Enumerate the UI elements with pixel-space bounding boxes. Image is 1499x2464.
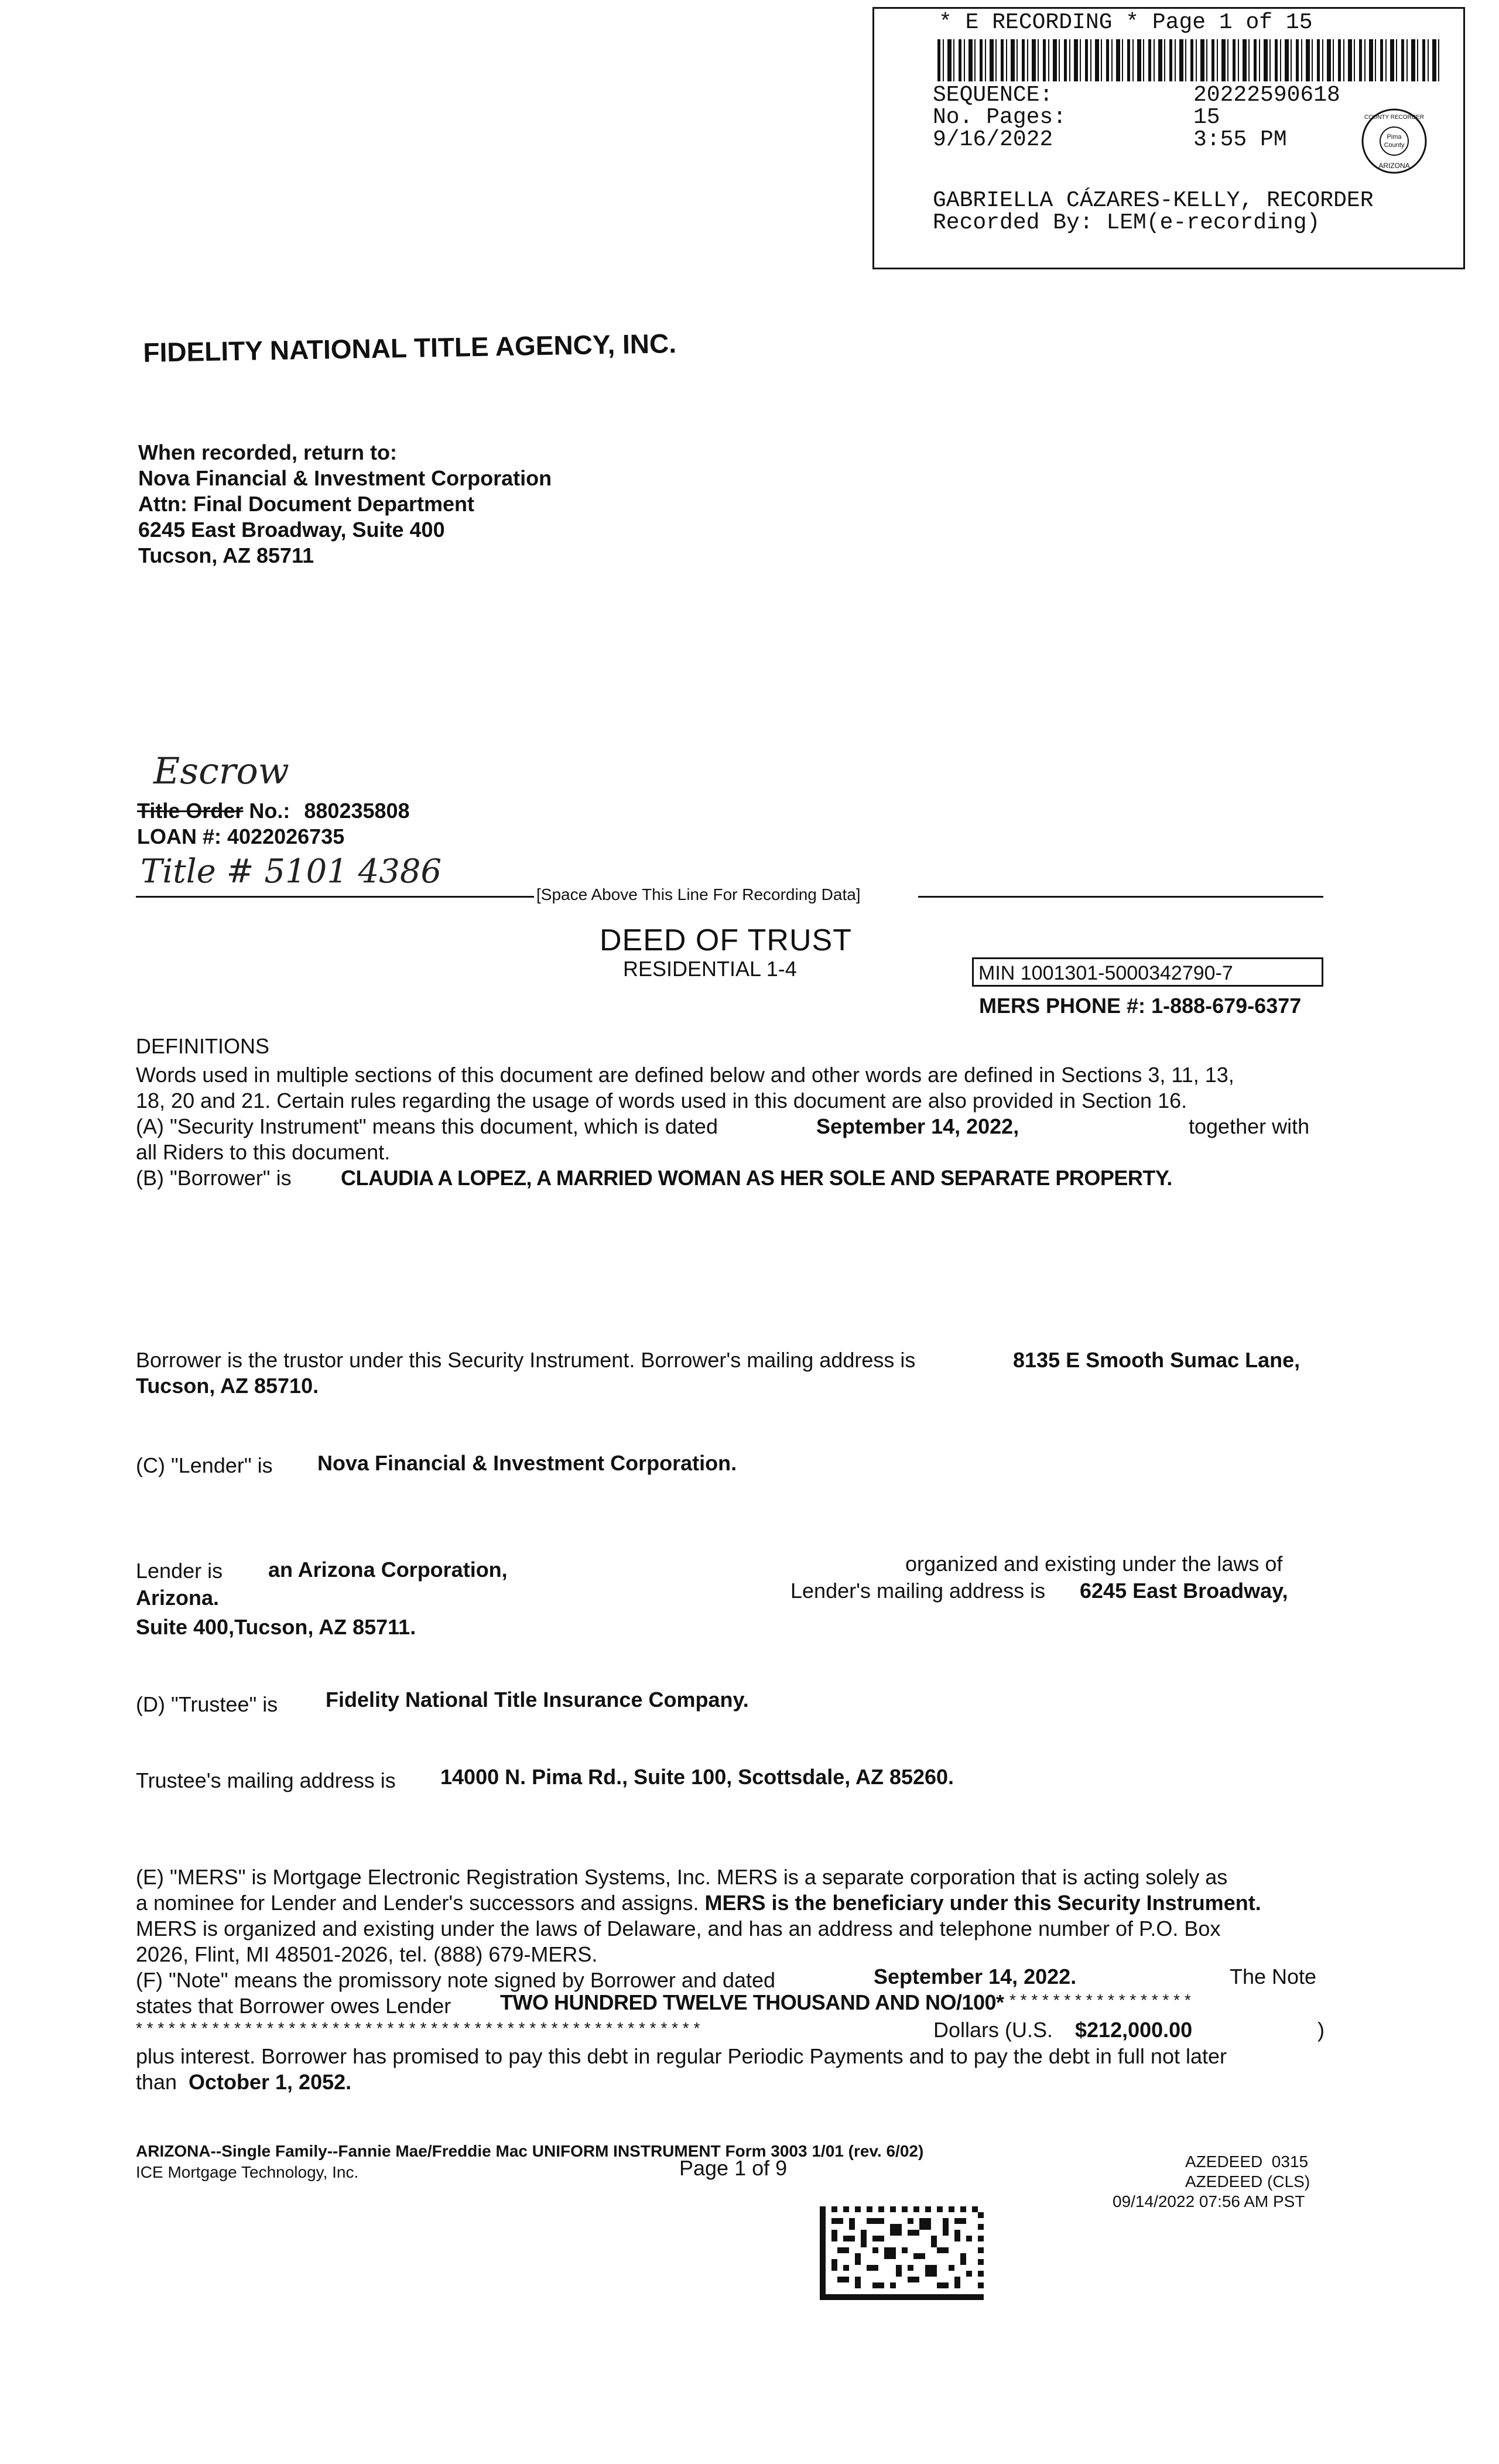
definition-a-lead: (A) "Security Instrument" means this document, which is dated [136, 1114, 718, 1138]
pages-value: 15 [1193, 105, 1220, 130]
borrower-name: CLAUDIA A LOPEZ, A MARRIED WOMAN AS HER SOLE AND SEPARATE PROPERTY. [341, 1166, 1172, 1190]
definitions-intro: Words used in multiple sections of this document are defined below and other words are defined in Sections 3, 11, 13, [136, 1063, 1234, 1087]
space-above-note: [Space Above This Line For Recording Data] [536, 885, 861, 904]
svg-text:Pima: Pima [1387, 134, 1402, 141]
trustee-address: 14000 N. Pima Rd., Suite 100, Scottsdale, AZ 85260. [440, 1765, 954, 1789]
loan-label: LOAN #: [137, 824, 221, 848]
definition-e-line: MERS is organized and existing under the laws of Delaware, and has an address and telephone number of P.O. Box [136, 1917, 1221, 1941]
return-to-line: Attn: Final Document Department [138, 492, 475, 516]
svg-text:ARIZONA: ARIZONA [1378, 162, 1410, 170]
definition-c-lead: (C) "Lender" is [136, 1453, 273, 1477]
mers-phone-label: MERS PHONE #: [979, 994, 1146, 1018]
form-code-1: AZEDEED 0315 [1185, 2152, 1309, 2171]
trustee-mailing-label: Trustee's mailing address is [136, 1768, 396, 1792]
dollars-label: Dollars (U.S. [933, 2018, 1053, 2042]
note-stars: * * * * * * * * * * * * * * * * * [1009, 1991, 1191, 2009]
svg-text:County: County [1384, 142, 1405, 149]
definitions-heading: DEFINITIONS [136, 1034, 270, 1058]
note-owes-label: states that Borrower owes Lender [136, 1994, 451, 2018]
lender-mailing-label: Lender's mailing address is [790, 1579, 1046, 1603]
definition-f-tail: The Note [1230, 1965, 1317, 1989]
recording-divider-right [918, 896, 1323, 898]
page-number: Page 1 of 9 [679, 2156, 788, 2180]
maturity-date: October 1, 2052. [189, 2070, 352, 2094]
definition-a-tail: together with [1189, 1114, 1310, 1138]
security-instrument-date: September 14, 2022, [816, 1114, 1019, 1138]
return-to-line: Nova Financial & Investment Corporation [138, 466, 552, 490]
lender-state: Arizona. [136, 1586, 220, 1610]
mers-phone: 1-888-679-6377 [1151, 994, 1302, 1018]
stamp-header: * E RECORDING * Page 1 of 15 [939, 10, 1313, 35]
return-to-line: 6245 East Broadway, Suite 400 [138, 518, 445, 542]
deed-subtitle: RESIDENTIAL 1-4 [623, 957, 797, 981]
datamatrix-barcode-icon [820, 2206, 984, 2300]
definition-f-line4: plus interest. Borrower has promised to pay this debt in regular Periodic Payments and to pay the debt in full not later [136, 2044, 1227, 2068]
order-number: 880235808 [304, 799, 410, 823]
definition-e-line: 2026, Flint, MI 48501-2026, tel. (888) 679-MERS. [136, 1942, 598, 1966]
trustee-name: Fidelity National Title Insurance Company. [326, 1688, 749, 1712]
recording-divider-left [136, 896, 534, 898]
recording-stamp [872, 7, 1465, 269]
vendor: ICE Mortgage Technology, Inc. [136, 2163, 359, 2181]
recorded-by: Recorded By: LEM(e-recording) [933, 210, 1320, 235]
min-number: MIN 1001301-5000342790-7 [978, 962, 1233, 984]
recorder-name: GABRIELLA CÁZARES-KELLY, RECORDER [933, 188, 1374, 213]
definition-e-line [136, 1891, 1261, 1915]
lender-name: Nova Financial & Investment Corporation. [317, 1451, 737, 1475]
county-seal-icon [1360, 107, 1428, 175]
organized-text: organized and existing under the laws of [905, 1552, 1283, 1576]
borrower-address-1: 8135 E Smooth Sumac Lane, [1013, 1348, 1300, 1372]
lender-type: an Arizona Corporation, [268, 1558, 508, 1582]
handwritten-escrow: Escrow [153, 750, 289, 792]
order-number-line [137, 799, 410, 823]
definition-e-line: (E) "MERS" is Mortgage Electronic Registration Systems, Inc. MERS is a separate corporation that is acting solely as [136, 1865, 1228, 1889]
amount-close-paren: ) [1317, 2018, 1325, 2042]
sequence-value: 20222590618 [1193, 83, 1340, 108]
definition-a-line2: all Riders to this document. [136, 1140, 391, 1164]
loan-line [137, 824, 344, 849]
handwritten-title-number: Title # 5101 4386 [141, 853, 442, 891]
form-timestamp: 09/14/2022 07:56 AM PST [1113, 2192, 1305, 2210]
struck-label: Title Order [137, 799, 244, 823]
definition-b-lead: (B) "Borrower" is [136, 1166, 292, 1190]
note-date: September 14, 2022. [874, 1965, 1077, 1989]
order-label: No.: [243, 799, 290, 823]
form-line: ARIZONA--Single Family--Fannie Mae/Freddie Mac UNIFORM INSTRUMENT Form 3003 1/01 (rev. 6/02) [136, 2142, 924, 2160]
note-amount-words: TWO HUNDRED TWELVE THOUSAND AND NO/100* [500, 1990, 1004, 2014]
mers-nominee-text: a nominee for Lender and Lender's successors and assigns. [136, 1891, 699, 1915]
recording-barcode [937, 39, 1441, 81]
definition-d-lead: (D) "Trustee" is [136, 1692, 278, 1716]
borrower-address-2: Tucson, AZ 85710. [136, 1374, 319, 1398]
definition-f-lead: (F) "Note" means the promissory note signed by Borrower and dated [136, 1968, 776, 1992]
return-to-heading: When recorded, return to: [138, 440, 398, 464]
mers-phone-line [979, 994, 1301, 1018]
pages-label: No. Pages: [933, 105, 1067, 130]
note-amount: $212,000.00 [1075, 2018, 1193, 2042]
definition-f-than: than [136, 2070, 177, 2094]
form-code-2: AZEDEED (CLS) [1185, 2172, 1310, 2191]
lender-is-label: Lender is [136, 1559, 223, 1583]
agency-title: FIDELITY NATIONAL TITLE AGENCY, INC. [143, 328, 677, 368]
return-to-line: Tucson, AZ 85711 [138, 543, 314, 567]
loan-number: 4022026735 [227, 824, 345, 848]
deed-title: DEED OF TRUST [600, 923, 852, 957]
note-stars: * * * * * * * * * * * * * * * * * * * * * * * * * * * * * * * * * * * * * * * * * * * * * * * * * * * * [136, 2019, 700, 2037]
borrower-trustor-text: Borrower is the trustor under this Security Instrument. Borrower's mailing address is [136, 1348, 916, 1372]
svg-text:COUNTY RECORDER: COUNTY RECORDER [1364, 114, 1425, 121]
mers-beneficiary-text: MERS is the beneficiary under this Security Instrument. [704, 1891, 1261, 1915]
sequence-label: SEQUENCE: [933, 83, 1053, 108]
lender-address-2: Suite 400,Tucson, AZ 85711. [136, 1615, 416, 1639]
lender-address-1: 6245 East Broadway, [1080, 1579, 1288, 1603]
recording-date: 9/16/2022 [933, 127, 1053, 152]
min-box [972, 957, 1323, 987]
recording-time: 3:55 PM [1193, 127, 1287, 152]
definitions-intro: 18, 20 and 21. Certain rules regarding the usage of words used in this document are also provided in Section 16. [136, 1089, 1187, 1113]
